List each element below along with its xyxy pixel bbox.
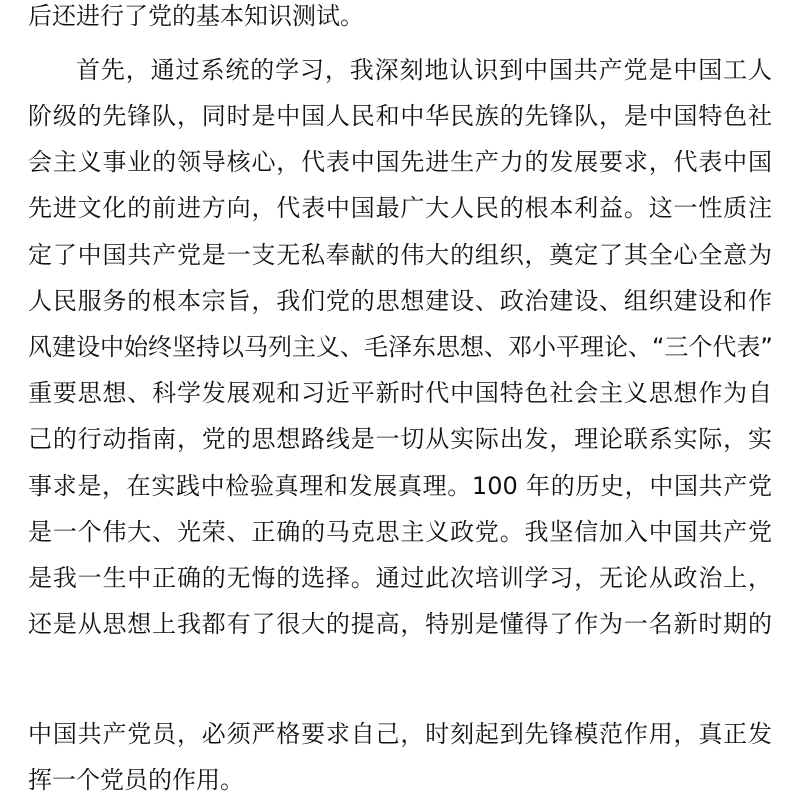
text-line: 是我一生中正确的无悔的选择。通过此次培训学习，无论从政治上， (28, 564, 772, 592)
text-line: 是一个伟大、光荣、正确的马克思主义政党。我坚信加入中国共产党 (28, 518, 772, 546)
text-line: 会主义事业的领导核心，代表中国先进生产力的发展要求，代表中国 (28, 148, 772, 176)
text-line: 定了中国共产党是一支无私奉献的伟大的组织，奠定了其全心全意为 (28, 241, 772, 269)
text-line: 人民服务的根本宗旨，我们党的思想建设、政治建设、组织建设和作 (28, 287, 772, 315)
text-line: 事求是，在实践中检验真理和发展真理。100 年的历史，中国共产党 (28, 472, 772, 500)
text-line: 重要思想、科学发展观和习近平新时代中国特色社会主义思想作为自 (28, 379, 772, 407)
text-line: 中国共产党员，必须严格要求自己，时刻起到先锋模范作用，真正发 (28, 720, 772, 748)
paragraph-first-line: 首先，通过系统的学习，我深刻地认识到中国共产党是中国工人 (76, 56, 772, 84)
text-line: 先进文化的前进方向，代表中国最广大人民的根本利益。这一性质注 (28, 194, 772, 222)
text-line: 挥一个党员的作用。 (28, 766, 244, 794)
text-line: 风建设中始终坚持以马列主义、毛泽东思想、邓小平理论、“三个代表” (28, 333, 773, 361)
text-line: 还是从思想上我都有了很大的提高，特别是懂得了作为一名新时期的 (28, 610, 772, 638)
text-line: 后还进行了党的基本知识测试。 (28, 2, 364, 30)
text-line: 己的行动指南，党的思想路线是一切从实际出发，理论联系实际，实 (28, 425, 772, 453)
text-line: 阶级的先锋队，同时是中国人民和中华民族的先锋队，是中国特色社 (28, 102, 772, 130)
